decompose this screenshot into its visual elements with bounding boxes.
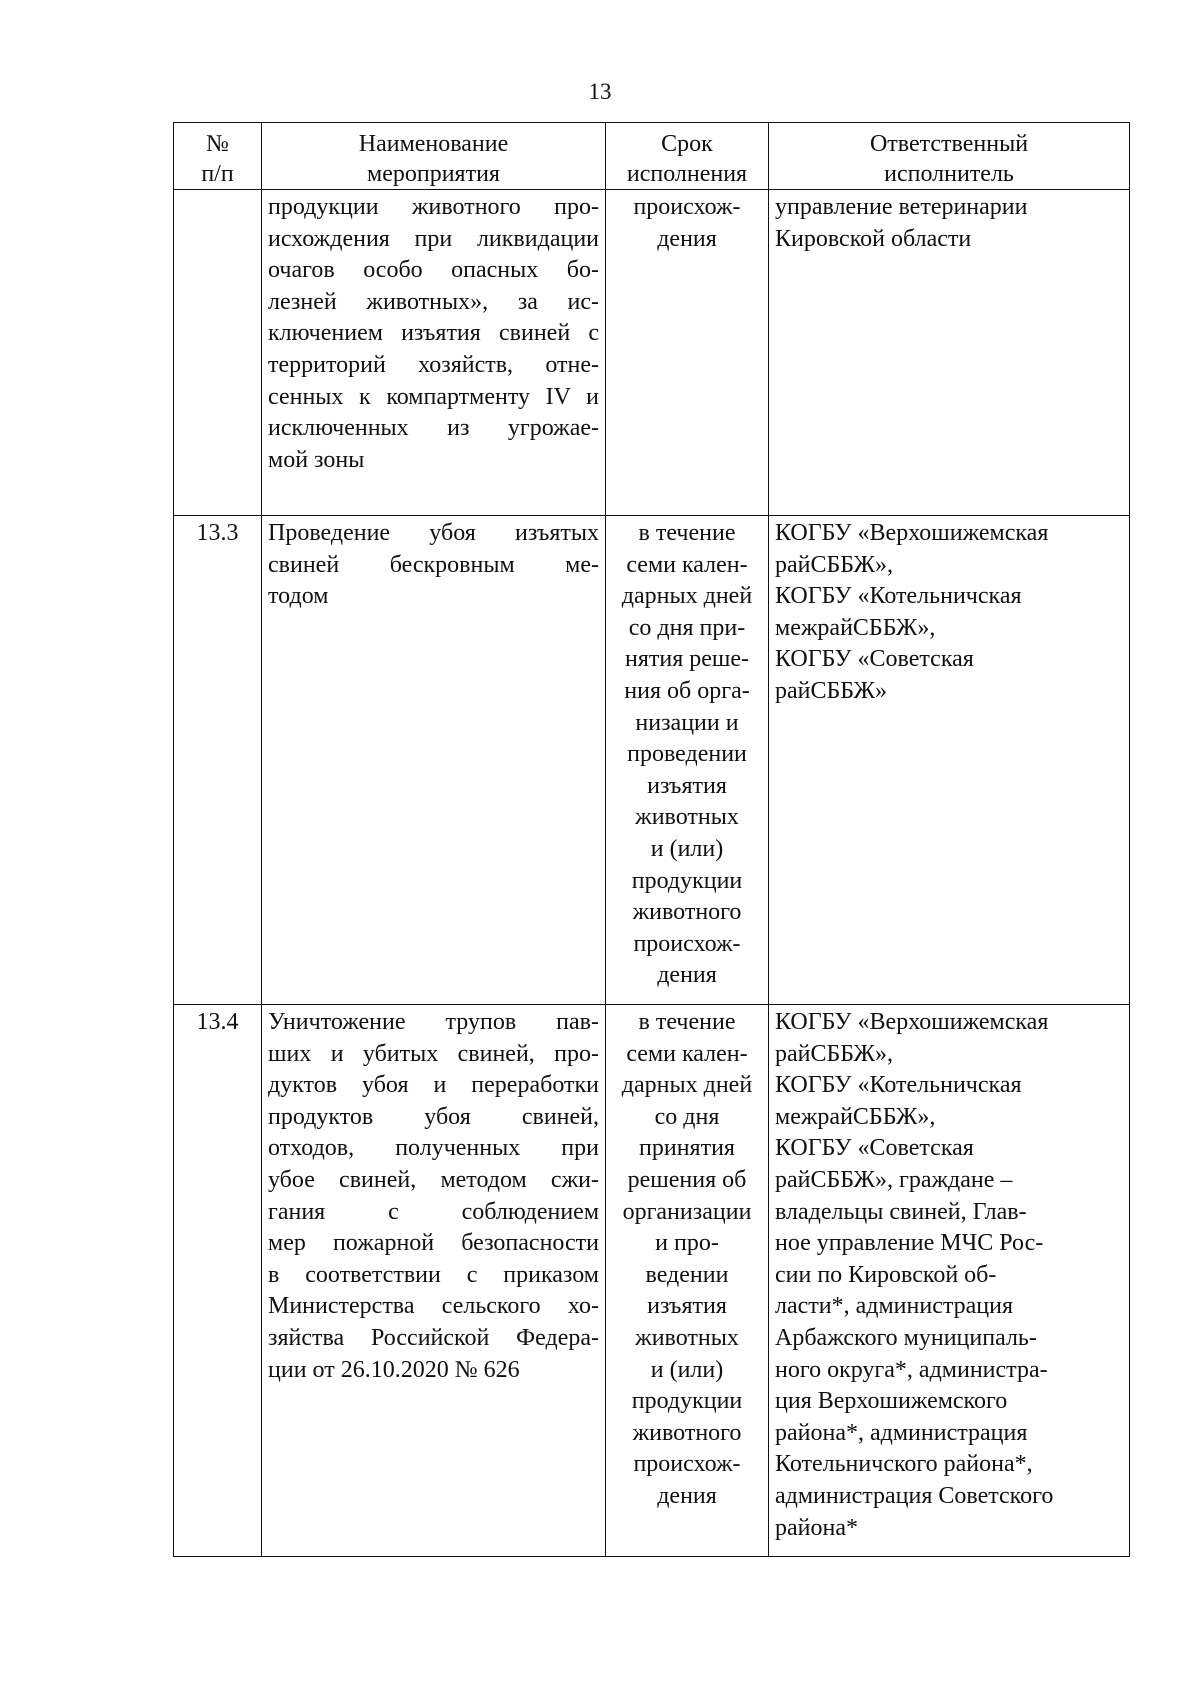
- execution-term-line: и (или): [650, 835, 724, 862]
- execution-term-line: организации: [622, 1198, 752, 1225]
- responsible-executor-line: КОГБУ «Котельничская: [775, 1072, 1022, 1099]
- measure-name-line: Уничтожение трупов пав-: [268, 1009, 599, 1035]
- measure-name: [262, 190, 606, 516]
- execution-term-line: со дня при-: [628, 614, 746, 641]
- measure-name-line: продукции животного про-: [268, 194, 599, 220]
- execution-term-line: решения об: [627, 1166, 747, 1193]
- execution-term-line: животного: [632, 899, 742, 926]
- responsible-executor-line: КОГБУ «Советская: [775, 646, 974, 673]
- execution-term-line: семи кален-: [626, 1040, 748, 1067]
- execution-term-line: происхож-: [633, 194, 741, 220]
- measure-name-line: лезней животных», за ис-: [268, 288, 599, 315]
- responsible-executor-line: райСББЖ», граждане –: [775, 1166, 1013, 1193]
- measure-name-line: ших и убитых свиней, про-: [268, 1040, 599, 1067]
- execution-term-line: продукции: [631, 867, 743, 894]
- execution-term-line: ведении: [645, 1261, 729, 1288]
- responsible-executor-line: администрация Советского: [775, 1482, 1054, 1509]
- measure-name-line: ключением изъятия свиней с: [268, 320, 599, 347]
- measure-name-line: территорий хозяйств, отне-: [268, 351, 599, 378]
- page-number: 13: [588, 79, 612, 104]
- measure-name-line: ции от 26.10.2020 № 626: [268, 1356, 520, 1383]
- measure-name-line: гания с соблюдением: [268, 1198, 599, 1225]
- measure-name-line: мер пожарной безопасности: [268, 1230, 599, 1257]
- execution-term-line: дения: [657, 1482, 717, 1509]
- responsible-executor-line: межрайСББЖ»,: [775, 614, 936, 641]
- responsible-executor-line: ное управление МЧС Рос-: [775, 1230, 1044, 1257]
- header-responsible: Ответственный исполнитель: [769, 123, 1130, 190]
- responsible-executor-line: КОГБУ «Верхошижемская: [775, 520, 1049, 546]
- measure-name-line: тодом: [268, 583, 329, 610]
- table-row: [174, 516, 1130, 1005]
- execution-term-line: животных: [635, 1324, 739, 1351]
- execution-term-line: нятия реше-: [624, 646, 750, 673]
- execution-term-line: происхож-: [633, 1451, 741, 1478]
- responsible-executor-line: ция Верхошижемского: [775, 1388, 1008, 1415]
- execution-term-line: изъятия: [647, 1293, 727, 1320]
- responsible-executor-line: райСББЖ»: [775, 677, 887, 704]
- row-number: 13.4: [174, 1005, 262, 1557]
- execution-term-line: продукции: [631, 1388, 743, 1415]
- header-name: Наименование мероприятия: [262, 123, 606, 190]
- responsible-executor-line: Арбажского муниципаль-: [775, 1324, 1037, 1351]
- execution-term-line: ния об орга-: [624, 677, 750, 704]
- execution-term: [606, 190, 769, 516]
- responsible-executor-line: района*, администрация: [775, 1419, 1028, 1446]
- measure-name-line: зяйства Российской Федера-: [268, 1324, 599, 1351]
- execution-term-line: принятия: [639, 1135, 735, 1162]
- measures-table: [173, 122, 1130, 1557]
- measure-name: [262, 516, 606, 1005]
- responsible-executor-line: Котельничского района*,: [775, 1451, 1033, 1478]
- execution-term-line: изъятия: [647, 772, 727, 799]
- execution-term-line: и (или): [650, 1356, 724, 1383]
- execution-term: [606, 516, 769, 1005]
- row-number: 13.3: [174, 516, 262, 1005]
- execution-term-line: семи кален-: [626, 551, 748, 578]
- table-header-row: [174, 123, 1130, 190]
- measure-name-line: Проведение убоя изъятых: [268, 520, 599, 546]
- execution-term-line: низации и: [635, 709, 739, 736]
- measure-name-line: очагов особо опасных бо-: [268, 257, 599, 284]
- measure-name-line: сенных к компартменту IV и: [268, 383, 599, 410]
- execution-term-line: происхож-: [633, 930, 741, 957]
- execution-term-line: дарных дней: [621, 583, 753, 610]
- measure-name-line: исхождения при ликвидации: [268, 225, 599, 252]
- execution-term-line: дарных дней: [621, 1072, 753, 1099]
- row-number: [174, 190, 262, 516]
- responsible-executor: [769, 190, 1130, 516]
- measure-name: [262, 1005, 606, 1557]
- execution-term-line: животного: [632, 1419, 742, 1446]
- measure-name-line: убое свиней, методом сжи-: [268, 1166, 599, 1193]
- responsible-executor-line: ласти*, администрация: [775, 1293, 1014, 1320]
- table-row: [174, 190, 1130, 516]
- measure-name-line: Министерства сельского хо-: [268, 1293, 599, 1320]
- measure-name-line: дуктов убоя и переработки: [268, 1072, 599, 1099]
- measure-name-line: мой зоны: [268, 446, 365, 473]
- table-row: [174, 1005, 1130, 1557]
- responsible-executor-line: КОГБУ «Советская: [775, 1135, 974, 1162]
- responsible-executor-line: КОГБУ «Котельничская: [775, 583, 1022, 610]
- responsible-executor-line: райСББЖ»,: [775, 551, 893, 578]
- execution-term-line: проведении: [627, 741, 747, 768]
- responsible-executor-line: управление ветеринарии: [775, 194, 1028, 220]
- responsible-executor-line: межрайСББЖ»,: [775, 1103, 936, 1130]
- measure-name-line: продуктов убоя свиней,: [268, 1103, 599, 1130]
- measure-name-line: исключенных из угрожае-: [268, 415, 599, 442]
- responsible-executor-line: владельцы свиней, Глав-: [775, 1198, 1027, 1225]
- execution-term-line: в течение: [638, 520, 736, 546]
- execution-term: [606, 1005, 769, 1557]
- responsible-executor-line: сии по Кировской об-: [775, 1261, 997, 1288]
- responsible-executor-line: КОГБУ «Верхошижемская: [775, 1009, 1049, 1035]
- header-num: № п/п: [174, 123, 262, 190]
- execution-term-line: животных: [635, 804, 739, 831]
- measure-name-line: отходов, полученных при: [268, 1135, 599, 1162]
- responsible-executor: [769, 516, 1130, 1005]
- responsible-executor: [769, 1005, 1130, 1557]
- responsible-executor-line: райСББЖ»,: [775, 1040, 893, 1067]
- responsible-executor-line: района*: [775, 1514, 858, 1541]
- responsible-executor-line: Кировской области: [775, 225, 972, 252]
- measure-name-line: свиней бескровным ме-: [268, 551, 599, 578]
- header-term: Срок исполнения: [606, 123, 769, 190]
- measure-name-line: в соответствии с приказом: [268, 1261, 599, 1288]
- execution-term-line: со дня: [654, 1103, 720, 1130]
- execution-term-line: дения: [657, 962, 717, 989]
- execution-term-line: и про-: [655, 1230, 719, 1257]
- execution-term-line: дения: [657, 225, 717, 252]
- execution-term-line: в течение: [638, 1009, 736, 1035]
- responsible-executor-line: ного округа*, администра-: [775, 1356, 1048, 1383]
